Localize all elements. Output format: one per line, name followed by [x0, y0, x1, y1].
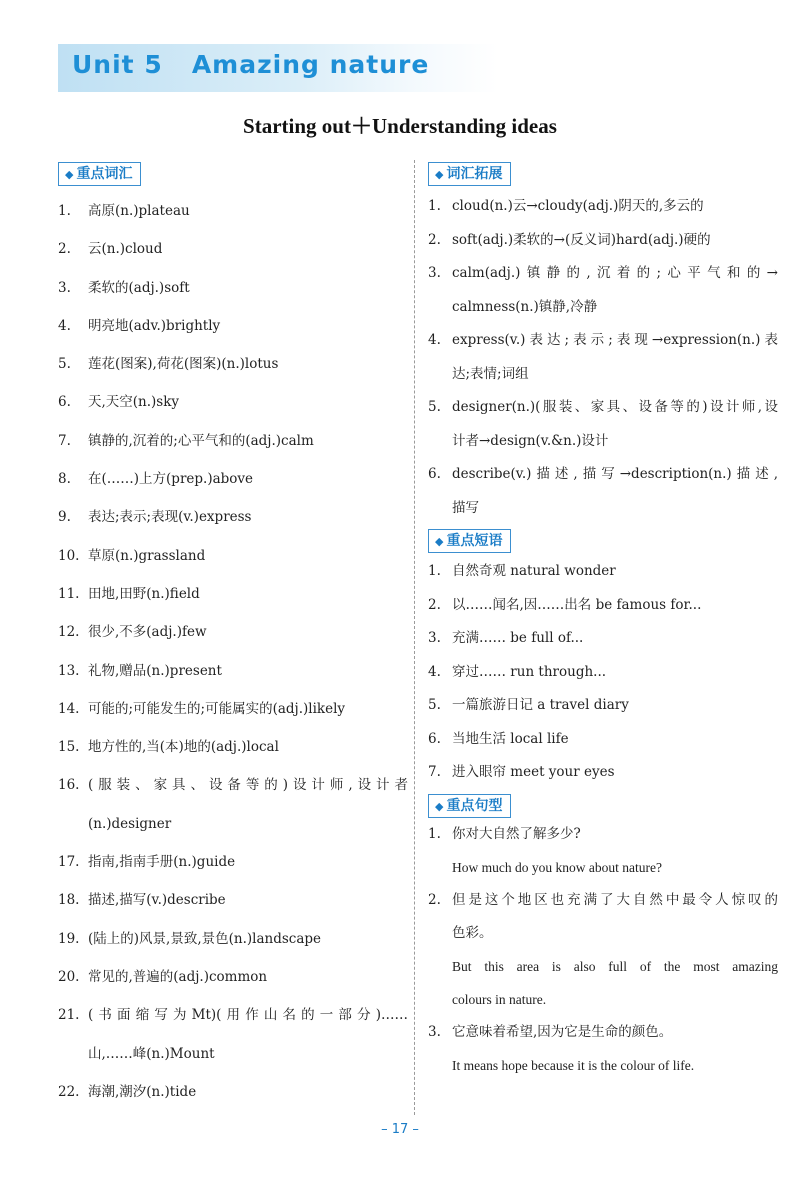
list-item [58, 958, 408, 996]
diamond-icon: ◆ [435, 535, 444, 548]
item-number: 8. [58, 471, 71, 488]
item-text: (书面缩写为Mt)(用作山名的一部分)…… [88, 1007, 408, 1024]
list-item [58, 996, 408, 1073]
list-item [58, 766, 408, 843]
list-item [58, 920, 408, 958]
key-phrases-list [428, 555, 778, 790]
item-number: 6. [428, 466, 441, 482]
item-text-continued: 达;表情;词组 [452, 365, 529, 382]
list-item [58, 498, 408, 536]
sentence-chinese-continued: 色彩。 [452, 924, 493, 941]
key-sentences-list [428, 818, 778, 1082]
item-number: 9. [58, 509, 71, 526]
item-text: 天,天空(n.)sky [88, 394, 180, 411]
list-item [428, 324, 778, 391]
item-text: 表达;表示;表现(v.)express [88, 509, 252, 526]
list-item [428, 818, 778, 884]
list-item [428, 391, 778, 458]
section-heading-label: 重点句型 [446, 797, 503, 814]
item-text: 充满…… be full of... [452, 630, 584, 646]
item-number: 2. [58, 241, 71, 258]
list-item [58, 652, 408, 690]
list-item [58, 1073, 408, 1111]
column-divider [414, 160, 415, 1115]
item-number: 13. [58, 662, 80, 679]
lesson-subtitle: Starting out＋Understanding ideas [243, 114, 557, 138]
item-number: 4. [428, 332, 441, 348]
item-text: 礼物,赠品(n.)present [88, 662, 222, 679]
item-number: 1. [428, 563, 441, 579]
list-item [58, 575, 408, 613]
section-heading-label: 词汇拓展 [446, 166, 503, 182]
list-item [58, 307, 408, 345]
item-text: 田地,田野(n.)field [88, 585, 200, 602]
list-item [58, 613, 408, 651]
list-item [58, 690, 408, 728]
key-vocab-list [58, 192, 408, 1111]
item-number: 4. [428, 663, 441, 680]
item-text: 明亮地(adv.)brightly [88, 317, 221, 334]
list-item [58, 269, 408, 307]
list-item [428, 555, 778, 589]
item-text: 以……闻名,因……出名 be famous for... [452, 596, 702, 613]
item-number: 2. [428, 891, 441, 908]
list-item [428, 190, 778, 224]
sentence-english-continued: colours in nature. [452, 991, 547, 1007]
item-number: 3. [428, 630, 441, 646]
list-item [428, 1016, 778, 1082]
list-item [428, 723, 778, 757]
list-item [428, 224, 778, 258]
list-item [58, 881, 408, 919]
sentence-english: But this area is also full of the most amazing [452, 958, 778, 974]
item-text: 镇静的,沉着的;心平气和的(adj.)calm [88, 432, 314, 449]
section-heading-vocab-expansion [428, 162, 511, 186]
item-number: 3. [428, 1023, 441, 1040]
item-text: calm(adj.)镇静的,沉着的;心平气和的→ [452, 265, 778, 281]
item-number: 15. [58, 739, 80, 756]
list-item [428, 257, 778, 324]
list-item [58, 383, 408, 421]
item-text: (陆上的)风景,景致,景色(n.)landscape [88, 930, 322, 947]
section-heading-label: 重点短语 [446, 533, 503, 549]
item-number: 2. [428, 596, 441, 613]
item-text-continued: 山,……峰(n.)Mount [88, 1045, 215, 1062]
list-item [58, 843, 408, 881]
item-text: 可能的;可能发生的;可能属实的(adj.)likely [88, 700, 346, 717]
item-number: 5. [428, 399, 441, 415]
sentence-english: How much do you know about nature? [452, 859, 662, 875]
item-text: describe(v.)描述,描写→description(n.)描述, [452, 466, 778, 482]
item-text: 进入眼帘 meet your eyes [452, 764, 615, 780]
item-number: 14. [58, 700, 80, 717]
list-item [58, 345, 408, 383]
item-number: 2. [428, 231, 441, 248]
item-number: 22. [58, 1083, 80, 1100]
item-number: 20. [58, 968, 80, 985]
item-number: 4. [58, 317, 71, 334]
item-text: 指南,指南手册(n.)guide [88, 854, 236, 871]
item-text: 一篇旅游日记 a travel diary [452, 697, 629, 713]
section-heading-key-sentences [428, 794, 511, 818]
list-item [428, 622, 778, 656]
item-text-continued: 描写 [452, 499, 479, 516]
item-text: 在(……)上方(prep.)above [88, 471, 254, 488]
item-number: 3. [428, 265, 441, 281]
section-heading-key-phrases [428, 529, 511, 553]
item-number: 1. [428, 825, 441, 842]
item-number: 6. [428, 730, 441, 747]
item-text: 常见的,普遍的(adj.)common [88, 968, 268, 985]
item-number: 16. [58, 777, 80, 794]
item-number: 12. [58, 624, 80, 641]
item-text: 云(n.)cloud [88, 241, 163, 258]
item-text: 穿过…… run through... [452, 663, 607, 680]
item-text: soft(adj.)柔软的→(反义词)hard(adj.)硬的 [452, 231, 711, 248]
item-number: 7. [58, 432, 71, 449]
list-item [58, 230, 408, 268]
item-number: 19. [58, 930, 80, 947]
diamond-icon: ◆ [435, 799, 444, 813]
diamond-icon: ◆ [435, 168, 444, 181]
item-number: 1. [428, 198, 441, 214]
list-item [428, 689, 778, 723]
list-item [428, 656, 778, 690]
left-column [58, 162, 408, 1111]
item-text: 当地生活 local life [452, 730, 569, 747]
item-text: 很少,不多(adj.)few [88, 624, 207, 641]
item-text: 莲花(图案),荷花(图案)(n.)lotus [88, 356, 279, 373]
list-item [58, 728, 408, 766]
item-text: 海潮,潮汐(n.)tide [88, 1083, 197, 1100]
sentence-chinese: 你对大自然了解多少? [452, 825, 581, 842]
item-number: 5. [428, 697, 441, 713]
item-text: 自然奇观 natural wonder [452, 563, 616, 579]
item-number: 10. [58, 547, 80, 564]
sentence-chinese: 但是这个地区也充满了大自然中最令人惊叹的 [452, 891, 778, 908]
list-item [428, 884, 778, 1016]
section-heading-key-vocab [58, 162, 141, 186]
item-text-continued: calmness(n.)镇静,冷静 [452, 298, 598, 315]
item-number: 18. [58, 892, 80, 909]
item-text: cloud(n.)云→cloudy(adj.)阴天的,多云的 [452, 198, 704, 214]
unit-title: Unit 5 Amazing nature [72, 50, 430, 79]
sentence-chinese: 它意味着希望,因为它是生命的颜色。 [452, 1023, 673, 1040]
item-number: 17. [58, 854, 80, 871]
item-number: 6. [58, 394, 71, 411]
right-column [428, 162, 778, 1082]
item-text: 高原(n.)plateau [88, 203, 190, 219]
list-item [428, 458, 778, 525]
item-text-continued: 计者→design(v.&n.)设计 [452, 432, 609, 449]
item-number: 3. [58, 279, 71, 296]
item-text: express(v.)表达;表示;表现→expression(n.)表 [452, 332, 778, 348]
unit-banner [58, 44, 498, 92]
sentence-english: It means hope because it is the colour of life. [452, 1057, 695, 1073]
item-text: 柔软的(adj.)soft [88, 279, 190, 296]
page-number: – 17 – [381, 1122, 419, 1137]
item-number: 7. [428, 764, 441, 780]
section-heading-label: 重点词汇 [76, 166, 133, 182]
item-number: 11. [58, 585, 80, 602]
list-item [58, 537, 408, 575]
item-text: 地方性的,当(本)地的(adj.)local [88, 739, 279, 756]
diamond-icon: ◆ [65, 168, 74, 181]
item-text: 描述,描写(v.)describe [88, 892, 226, 909]
item-text: 草原(n.)grassland [88, 547, 206, 564]
list-item [428, 589, 778, 623]
item-text-continued: (n.)designer [88, 815, 172, 832]
list-item [58, 422, 408, 460]
list-item [58, 192, 408, 230]
item-text: (服装、家具、设备等的)设计师,设计者 [88, 777, 408, 794]
list-item [58, 460, 408, 498]
item-number: 1. [58, 203, 71, 219]
vocab-expansion-list [428, 190, 778, 525]
item-number: 5. [58, 356, 71, 373]
item-text: designer(n.)(服装、家具、设备等的)设计师,设 [452, 399, 778, 415]
item-number: 21. [58, 1007, 80, 1024]
list-item [428, 756, 778, 790]
